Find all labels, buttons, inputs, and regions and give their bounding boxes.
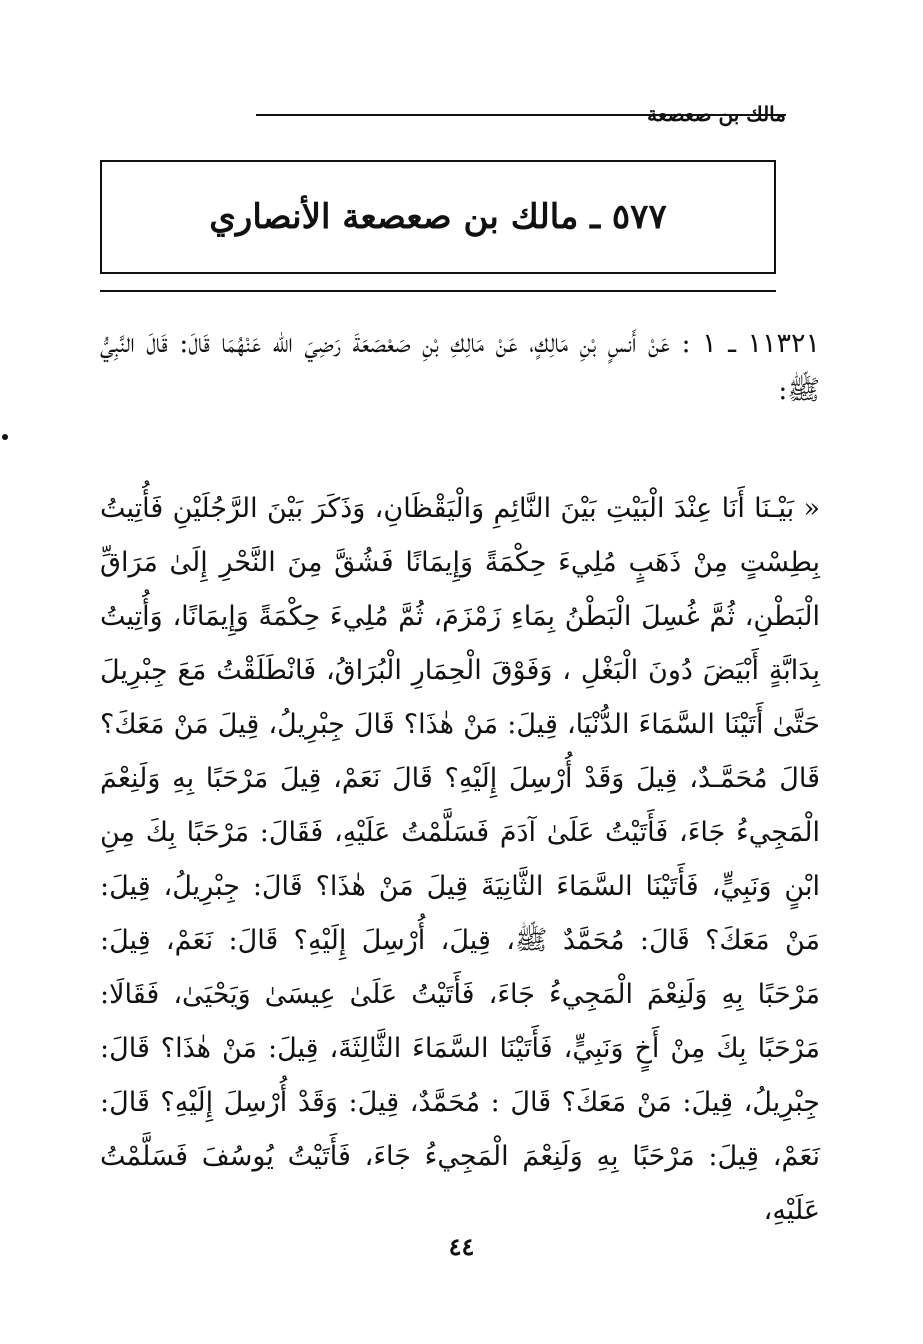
margin-mark xyxy=(2,434,8,440)
running-header xyxy=(96,96,786,136)
section-divider xyxy=(100,290,776,292)
chapter-title-box xyxy=(100,160,776,274)
chapter-title: ٥٧٧ ـ مالك بن صعصعة الأنصاري xyxy=(209,197,667,237)
hadith-intro-text: ١١٣٢١ ـ ١ : عَنْ أَنسٍ بْنِ مَالِكٍ، عَنْ مَالِكِ بْنِ صَعْصَعَةَ رَضِيَ الله عَنْهُمَا قَالَ: قَالَ النَّبِيُّ ﷺ: xyxy=(100,328,820,406)
hadith-body xyxy=(100,482,820,1238)
hadith-intro xyxy=(100,320,820,414)
hadith-body-text: « بَيْـنَا أَنَا عِنْدَ الْبَيْتِ بَيْنَ النَّائِمِ وَالْيَقْظَانِ، وَذَكَرَ بَيْنَ الرَّجُلَيْنِ فَأُتِيتُ بِطِسْتٍ مِنْ ذَهَبٍ مُلِيءَ حِكْمَةً وَإِيمَانًا فَشُقَّ مِنَ النَّحْرِ إِلَىٰ مَرَاقِّ الْبَطْنِ، ثُمَّ غُسِلَ الْبَطْنُ بِمَاءِ زَمْزَمَ، ثُمَّ مُلِيءَ حِكْمَةً وَإِيمَانًا، وَأُتِيتُ بِدَابَّةٍ أَبْيَضَ دُونَ الْبَغْلِ ، وَفَوْقَ الْحِمَارِ الْبُرَاقُ، فَانْطَلَقْتُ مَعَ جِبْرِيلَ حَتَّىٰ أَتَيْنَا السَّمَاءَ الدُّنْيَا، قِيلَ: مَنْ هٰذَا؟ قَالَ جِبْرِيلُ، قِيلَ مَنْ مَعَكَ؟ قَالَ مُحَمَّـدٌ، قِيلَ وَقَدْ أُرْسِلَ إِلَيْهِ؟ قَالَ نَعَمْ، قِيلَ مَرْحَبًا بِهِ وَلَنِعْمَ الْمَجِيءُ جَاءَ، فَأَتَيْتُ عَلَىٰ آدَمَ فَسَلَّمْتُ عَلَيْهِ، فَقَالَ: مَرْحَبًا بِكَ مِنِ ابْنٍ وَنَبِيٍّ، فَأَتَيْنَا السَّمَاءَ الثَّانِيَةَ قِيلَ مَنْ هٰذَا؟ قَالَ: جِبْرِيلُ، قِيلَ: مَنْ مَعَكَ؟ قَالَ: مُحَمَّدٌ ﷺ، قِيلَ، أُرْسِلَ إِلَيْهِ؟ قَالَ: نَعَمْ، قِيلَ: مَرْحَبًا بِهِ وَلَنِعْمَ الْمَجِيءُ جَاءَ، فَأَتَيْتُ عَلَىٰ عِيسَىٰ وَيَحْيَىٰ، فَقَالَا: مَرْحَبًا بِكَ مِنْ أَخٍ وَنَبِيٍّ، فَأَتَيْنَا السَّمَاءَ الثَّالِثَةَ، قِيلَ: مَنْ هٰذَا؟ قَالَ: جِبْرِيلُ، قِيلَ: مَنْ مَعَكَ؟ قَالَ : مُحَمَّدٌ، قِيلَ: وَقَدْ أُرْسِلَ إِلَيْهِ؟ قَالَ: نَعَمْ، قِيلَ: مَرْحَبًا بِهِ وَلَنِعْمَ الْمَجِيءُ جَاءَ، فَأَتَيْتُ يُوسُفَ فَسَلَّمْتُ عَلَيْهِ، xyxy=(100,493,820,1226)
page-number: ٤٤ xyxy=(448,1232,475,1261)
header-rule xyxy=(256,114,786,116)
running-header-title: مالك بن صعصعة xyxy=(647,102,786,126)
